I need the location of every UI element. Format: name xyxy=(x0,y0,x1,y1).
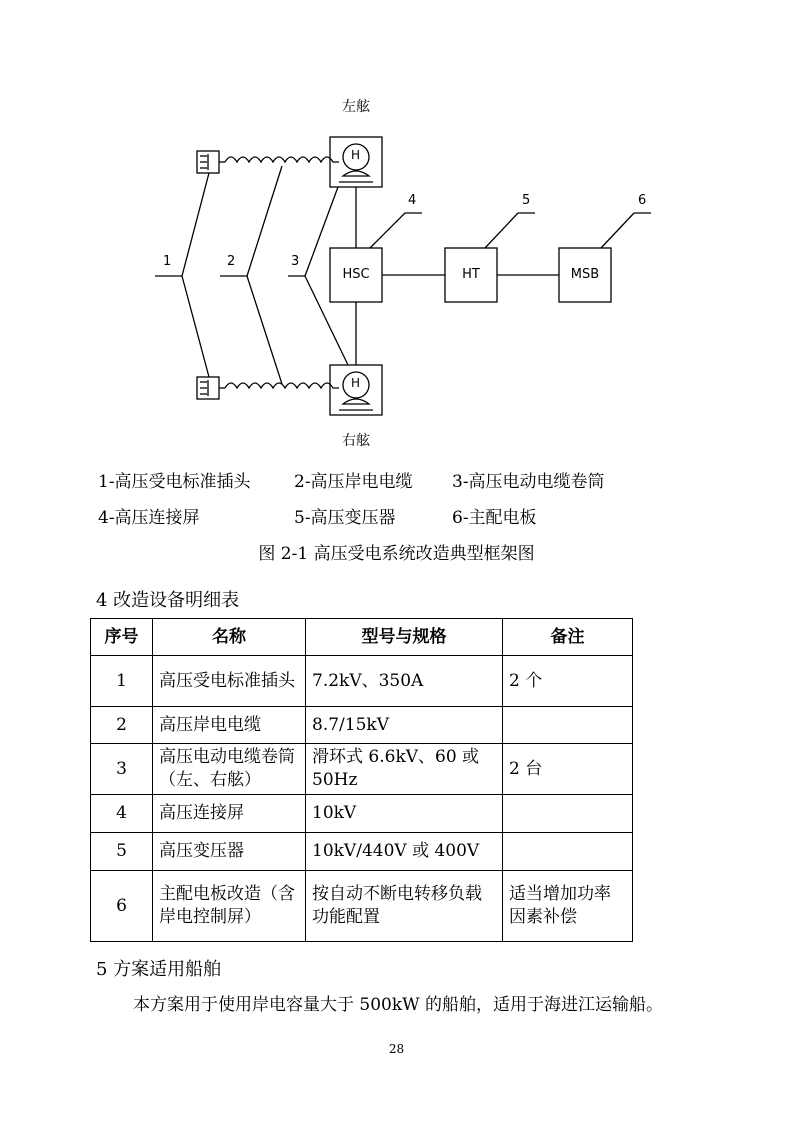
callout-3: 3 xyxy=(291,254,300,269)
figure-caption: 图 2-1 高压受电系统改造典型框架图 xyxy=(258,544,535,564)
header-note: 备注 xyxy=(503,619,633,656)
cell-no: 6 xyxy=(91,871,153,942)
hsc-label: HSC xyxy=(342,267,370,282)
cell-note: 适当增加功率因素补偿 xyxy=(503,871,633,942)
starboard-side-label: 右舷 xyxy=(342,433,370,449)
motor-symbol-bottom: H xyxy=(351,376,361,390)
cell-no: 2 xyxy=(91,707,153,744)
plug-top xyxy=(197,151,225,173)
cell-no: 3 xyxy=(91,744,153,795)
section-5-title: 5 方案适用船舶 xyxy=(96,959,222,980)
callout-4: 4 xyxy=(408,193,417,208)
page-number: 28 xyxy=(388,1042,405,1056)
legend-item-5: 5-高压变压器 xyxy=(294,508,396,528)
system-diagram xyxy=(0,0,793,460)
section-4-title: 4 改造设备明细表 xyxy=(96,590,240,611)
legend-item-4: 4-高压连接屏 xyxy=(98,508,200,528)
equipment-table xyxy=(90,618,633,942)
cell-spec: 7.2kV、350A xyxy=(306,656,503,707)
legend-item-6: 6-主配电板 xyxy=(452,508,537,528)
cell-name: 高压变压器 xyxy=(153,833,306,871)
legend-item-2: 2-高压岸电电缆 xyxy=(294,472,413,492)
cell-spec: 8.7/15kV xyxy=(306,707,503,744)
cell-note xyxy=(503,795,633,833)
cell-spec: 10kV xyxy=(306,795,503,833)
ht-label: HT xyxy=(462,267,480,282)
motor-symbol-top: H xyxy=(351,148,361,162)
legend-item-1: 1-高压受电标准插头 xyxy=(98,472,251,492)
callout-1: 1 xyxy=(163,254,172,269)
cell-name: 高压连接屏 xyxy=(153,795,306,833)
cable-reel-starboard xyxy=(330,365,382,415)
cell-spec: 按自动不断电转移负载功能配置 xyxy=(306,871,503,942)
cable-coil-top xyxy=(225,157,339,162)
table-row xyxy=(91,833,633,871)
header-name: 名称 xyxy=(153,619,306,656)
cell-note: 2 台 xyxy=(503,744,633,795)
table-row xyxy=(91,656,633,707)
body-paragraph: 本方案用于使用岸电容量大于 500kW 的船舶，适用于海进江运输船。 xyxy=(133,995,664,1015)
table-header-row xyxy=(91,619,633,656)
cell-no: 4 xyxy=(91,795,153,833)
table-row xyxy=(91,871,633,942)
cell-note: 2 个 xyxy=(503,656,633,707)
cell-spec: 10kV/440V 或 400V xyxy=(306,833,503,871)
cell-name: 高压受电标准插头 xyxy=(153,656,306,707)
port-side-label: 左舷 xyxy=(342,99,370,115)
cell-note xyxy=(503,833,633,871)
table-row xyxy=(91,707,633,744)
msb-label: MSB xyxy=(570,267,600,282)
callout-2: 2 xyxy=(227,254,236,269)
header-no: 序号 xyxy=(91,619,153,656)
cell-name: 高压电动电缆卷筒（左、右舷） xyxy=(153,744,306,795)
callout-6: 6 xyxy=(638,193,647,208)
callout-5: 5 xyxy=(522,193,531,208)
table-row xyxy=(91,795,633,833)
cell-spec: 滑环式 6.6kV、60 或 50Hz xyxy=(306,744,503,795)
legend-item-3: 3-高压电动电缆卷筒 xyxy=(452,472,605,492)
cell-no: 5 xyxy=(91,833,153,871)
cell-note xyxy=(503,707,633,744)
table-row xyxy=(91,744,633,795)
cell-name: 高压岸电电缆 xyxy=(153,707,306,744)
cell-no: 1 xyxy=(91,656,153,707)
cell-name: 主配电板改造（含岸电控制屏） xyxy=(153,871,306,942)
header-spec: 型号与规格 xyxy=(306,619,503,656)
plug-bottom xyxy=(197,377,225,399)
